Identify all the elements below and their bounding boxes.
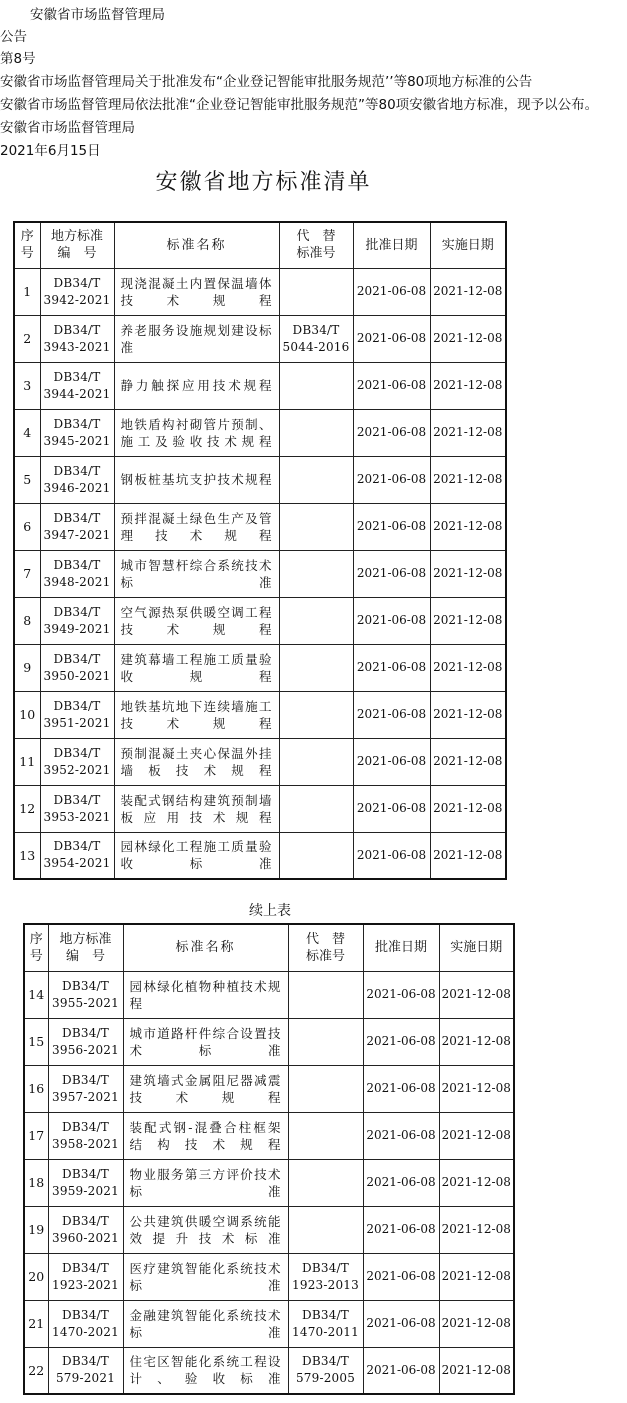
row-approve-date: 2021-06-08: [363, 1065, 439, 1112]
row-code: DB34/T 3950-2021: [40, 644, 114, 691]
row-implement-date: 2021-12-08: [439, 1112, 514, 1159]
row-implement-date: 2021-12-08: [430, 362, 506, 409]
row-seq: 3: [14, 362, 40, 409]
row-replaced: [279, 456, 353, 503]
row-seq: 10: [14, 691, 40, 738]
standards-table-part1: [13, 221, 507, 880]
row-implement-date: 2021-12-08: [439, 1065, 514, 1112]
row-code: DB34/T 3956-2021: [48, 1018, 123, 1065]
row-implement-date: 2021-12-08: [430, 456, 506, 503]
table-row: [24, 1206, 514, 1253]
col-header-replaced: 代 替 标准号: [279, 222, 353, 268]
row-implement-date: 2021-12-08: [430, 597, 506, 644]
row-seq: 4: [14, 409, 40, 456]
row-seq: 18: [24, 1159, 48, 1206]
row-name: 地铁盾构衬砌管片预制、施工及验收技术规程: [114, 409, 279, 456]
row-code: DB34/T 1470-2021: [48, 1300, 123, 1347]
table-row: [14, 738, 506, 785]
row-approve-date: 2021-06-08: [363, 1347, 439, 1394]
row-replaced: [288, 1159, 363, 1206]
table-row: [14, 644, 506, 691]
row-name: 养老服务设施规划建设标准: [114, 315, 279, 362]
row-name: 装配式钢-混叠合柱框架结构技术规程: [123, 1112, 288, 1159]
row-approve-date: 2021-06-08: [353, 362, 430, 409]
row-approve-date: 2021-06-08: [363, 1253, 439, 1300]
row-code: DB34/T 3953-2021: [40, 785, 114, 832]
row-replaced: [288, 971, 363, 1018]
table-row: [14, 691, 506, 738]
row-seq: 9: [14, 644, 40, 691]
row-name: 金融建筑智能化系统技术标准: [123, 1300, 288, 1347]
row-code: DB34/T 3955-2021: [48, 971, 123, 1018]
row-code: DB34/T 3947-2021: [40, 503, 114, 550]
row-name: 建筑墙式金属阻尼器减震技术规程: [123, 1065, 288, 1112]
row-name: 建筑幕墙工程施工质量验收规程: [114, 644, 279, 691]
table-row: [14, 268, 506, 315]
row-seq: 12: [14, 785, 40, 832]
row-name: 地铁基坑地下连续墙施工技术规程: [114, 691, 279, 738]
row-approve-date: 2021-06-08: [353, 785, 430, 832]
row-implement-date: 2021-12-08: [439, 1018, 514, 1065]
row-approve-date: 2021-06-08: [353, 409, 430, 456]
row-approve-date: 2021-06-08: [363, 1112, 439, 1159]
row-replaced: [279, 503, 353, 550]
row-code: DB34/T 1923-2021: [48, 1253, 123, 1300]
row-implement-date: 2021-12-08: [430, 409, 506, 456]
row-replaced: [288, 1112, 363, 1159]
row-approve-date: 2021-06-08: [363, 1159, 439, 1206]
row-code: DB34/T 3948-2021: [40, 550, 114, 597]
col-header-replaced: 代 替 标准号: [288, 924, 363, 971]
row-name: 预拌混凝土绿色生产及管理技术规程: [114, 503, 279, 550]
row-name: 城市智慧杆综合系统技术标准: [114, 550, 279, 597]
row-implement-date: 2021-12-08: [430, 268, 506, 315]
row-replaced: [288, 1065, 363, 1112]
table-row: [14, 503, 506, 550]
row-replaced: [279, 644, 353, 691]
row-seq: 22: [24, 1347, 48, 1394]
row-implement-date: 2021-12-08: [439, 1206, 514, 1253]
table-row: [24, 1159, 514, 1206]
row-replaced: [279, 738, 353, 785]
table-row: [24, 1300, 514, 1347]
row-approve-date: 2021-06-08: [353, 691, 430, 738]
table-row: [14, 550, 506, 597]
table-row: [14, 362, 506, 409]
row-name: 钢板桩基坑支护技术规程: [114, 456, 279, 503]
row-implement-date: 2021-12-08: [430, 644, 506, 691]
table-header-row: [24, 924, 514, 971]
col-header-approve-date: 批准日期: [363, 924, 439, 971]
row-name: 公共建筑供暖空调系统能效提升技术标准: [123, 1206, 288, 1253]
row-name: 住宅区智能化系统工程设计、验收标准: [123, 1347, 288, 1394]
table-row: [24, 971, 514, 1018]
row-replaced: DB34/T 579-2005: [288, 1347, 363, 1394]
row-code: DB34/T 3952-2021: [40, 738, 114, 785]
col-header-code: 地方标准 编 号: [48, 924, 123, 971]
row-implement-date: 2021-12-08: [430, 738, 506, 785]
row-approve-date: 2021-06-08: [363, 1206, 439, 1253]
row-code: DB34/T 3944-2021: [40, 362, 114, 409]
row-seq: 7: [14, 550, 40, 597]
row-replaced: [279, 691, 353, 738]
row-implement-date: 2021-12-08: [430, 691, 506, 738]
issuing-org-top: 安徽省市场监督管理局: [30, 7, 165, 23]
table-header-row: [14, 222, 506, 268]
row-code: DB34/T 3954-2021: [40, 832, 114, 879]
notice-signer: 安徽省市场监督管理局: [0, 120, 135, 136]
row-replaced: [279, 362, 353, 409]
row-approve-date: 2021-06-08: [353, 644, 430, 691]
row-seq: 11: [14, 738, 40, 785]
row-name: 空气源热泵供暖空调工程技术规程: [114, 597, 279, 644]
row-replaced: [279, 785, 353, 832]
row-name: 装配式钢结构建筑预制墙板应用技术规程: [114, 785, 279, 832]
row-seq: 6: [14, 503, 40, 550]
row-implement-date: 2021-12-08: [430, 832, 506, 879]
col-header-approve-date: 批准日期: [353, 222, 430, 268]
row-implement-date: 2021-12-08: [439, 1253, 514, 1300]
row-implement-date: 2021-12-08: [430, 785, 506, 832]
row-implement-date: 2021-12-08: [439, 971, 514, 1018]
row-approve-date: 2021-06-08: [353, 503, 430, 550]
row-code: DB34/T 3946-2021: [40, 456, 114, 503]
standards-table-part2: [23, 923, 515, 1395]
row-implement-date: 2021-12-08: [430, 503, 506, 550]
row-approve-date: 2021-06-08: [353, 456, 430, 503]
notice-type: 公告: [0, 29, 27, 45]
row-implement-date: 2021-12-08: [439, 1300, 514, 1347]
row-name: 静力触探应用技术规程: [114, 362, 279, 409]
table-row: [14, 409, 506, 456]
col-header-implement-date: 实施日期: [439, 924, 514, 971]
row-name: 城市道路杆件综合设置技术标准: [123, 1018, 288, 1065]
table-row: [14, 456, 506, 503]
row-seq: 15: [24, 1018, 48, 1065]
table-row: [14, 597, 506, 644]
row-approve-date: 2021-06-08: [353, 315, 430, 362]
col-header-code: 地方标准 编 号: [40, 222, 114, 268]
row-replaced: [279, 550, 353, 597]
notice-body: 安徽省市场监督管理局依法批准“企业登记智能审批服务规范”等80项安徽省地方标准，现予以公布。: [0, 97, 599, 113]
row-seq: 8: [14, 597, 40, 644]
row-code: DB34/T 3960-2021: [48, 1206, 123, 1253]
row-seq: 19: [24, 1206, 48, 1253]
col-header-implement-date: 实施日期: [430, 222, 506, 268]
row-name: 医疗建筑智能化系统技术标准: [123, 1253, 288, 1300]
table-row: [24, 1347, 514, 1394]
row-replaced: DB34/T 1923-2013: [288, 1253, 363, 1300]
col-header-seq: 序 号: [14, 222, 40, 268]
notice-subject: 安徽省市场监督管理局关于批准发布“企业登记智能审批服务规范’’等80项地方标准的公告: [0, 74, 533, 90]
document-title: 安徽省地方标准清单: [155, 170, 372, 195]
row-name: 现浇混凝土内置保温墙体技术规程: [114, 268, 279, 315]
table-row: [14, 315, 506, 362]
table-row: [24, 1112, 514, 1159]
row-approve-date: 2021-06-08: [363, 971, 439, 1018]
row-seq: 13: [14, 832, 40, 879]
table-row: [24, 1253, 514, 1300]
row-approve-date: 2021-06-08: [353, 832, 430, 879]
row-seq: 20: [24, 1253, 48, 1300]
col-header-name: 标准名称: [114, 222, 279, 268]
row-code: DB34/T 3959-2021: [48, 1159, 123, 1206]
row-seq: 5: [14, 456, 40, 503]
row-code: DB34/T 3942-2021: [40, 268, 114, 315]
row-name: 预制混凝土夹心保温外挂墙板技术规程: [114, 738, 279, 785]
row-approve-date: 2021-06-08: [363, 1018, 439, 1065]
row-replaced: [288, 1018, 363, 1065]
table-row: [24, 1018, 514, 1065]
row-seq: 17: [24, 1112, 48, 1159]
row-seq: 1: [14, 268, 40, 315]
row-approve-date: 2021-06-08: [353, 268, 430, 315]
col-header-name: 标准名称: [123, 924, 288, 971]
row-replaced: [279, 268, 353, 315]
row-replaced: DB34/T 5044-2016: [279, 315, 353, 362]
table-row: [14, 832, 506, 879]
table-row: [14, 785, 506, 832]
row-code: DB34/T 3951-2021: [40, 691, 114, 738]
row-implement-date: 2021-12-08: [439, 1347, 514, 1394]
row-seq: 16: [24, 1065, 48, 1112]
row-implement-date: 2021-12-08: [439, 1159, 514, 1206]
col-header-seq: 序 号: [24, 924, 48, 971]
row-name: 物业服务第三方评价技术标准: [123, 1159, 288, 1206]
row-code: DB34/T 3945-2021: [40, 409, 114, 456]
row-code: DB34/T 3949-2021: [40, 597, 114, 644]
row-code: DB34/T 3958-2021: [48, 1112, 123, 1159]
row-seq: 2: [14, 315, 40, 362]
row-replaced: [279, 832, 353, 879]
table-row: [24, 1065, 514, 1112]
row-code: DB34/T 3943-2021: [40, 315, 114, 362]
row-replaced: DB34/T 1470-2011: [288, 1300, 363, 1347]
row-replaced: [288, 1206, 363, 1253]
row-code: DB34/T 579-2021: [48, 1347, 123, 1394]
row-approve-date: 2021-06-08: [363, 1300, 439, 1347]
row-approve-date: 2021-06-08: [353, 597, 430, 644]
row-approve-date: 2021-06-08: [353, 550, 430, 597]
row-seq: 14: [24, 971, 48, 1018]
notice-date: 2021年6月15日: [0, 143, 101, 159]
row-code: DB34/T 3957-2021: [48, 1065, 123, 1112]
row-implement-date: 2021-12-08: [430, 315, 506, 362]
row-implement-date: 2021-12-08: [430, 550, 506, 597]
row-name: 园林绿化工程施工质量验收标准: [114, 832, 279, 879]
continued-label: 续上表: [249, 903, 291, 919]
row-approve-date: 2021-06-08: [353, 738, 430, 785]
row-replaced: [279, 409, 353, 456]
row-seq: 21: [24, 1300, 48, 1347]
notice-number: 第8号: [0, 51, 36, 67]
row-name: 园林绿化植物种植技术规程: [123, 971, 288, 1018]
row-replaced: [279, 597, 353, 644]
